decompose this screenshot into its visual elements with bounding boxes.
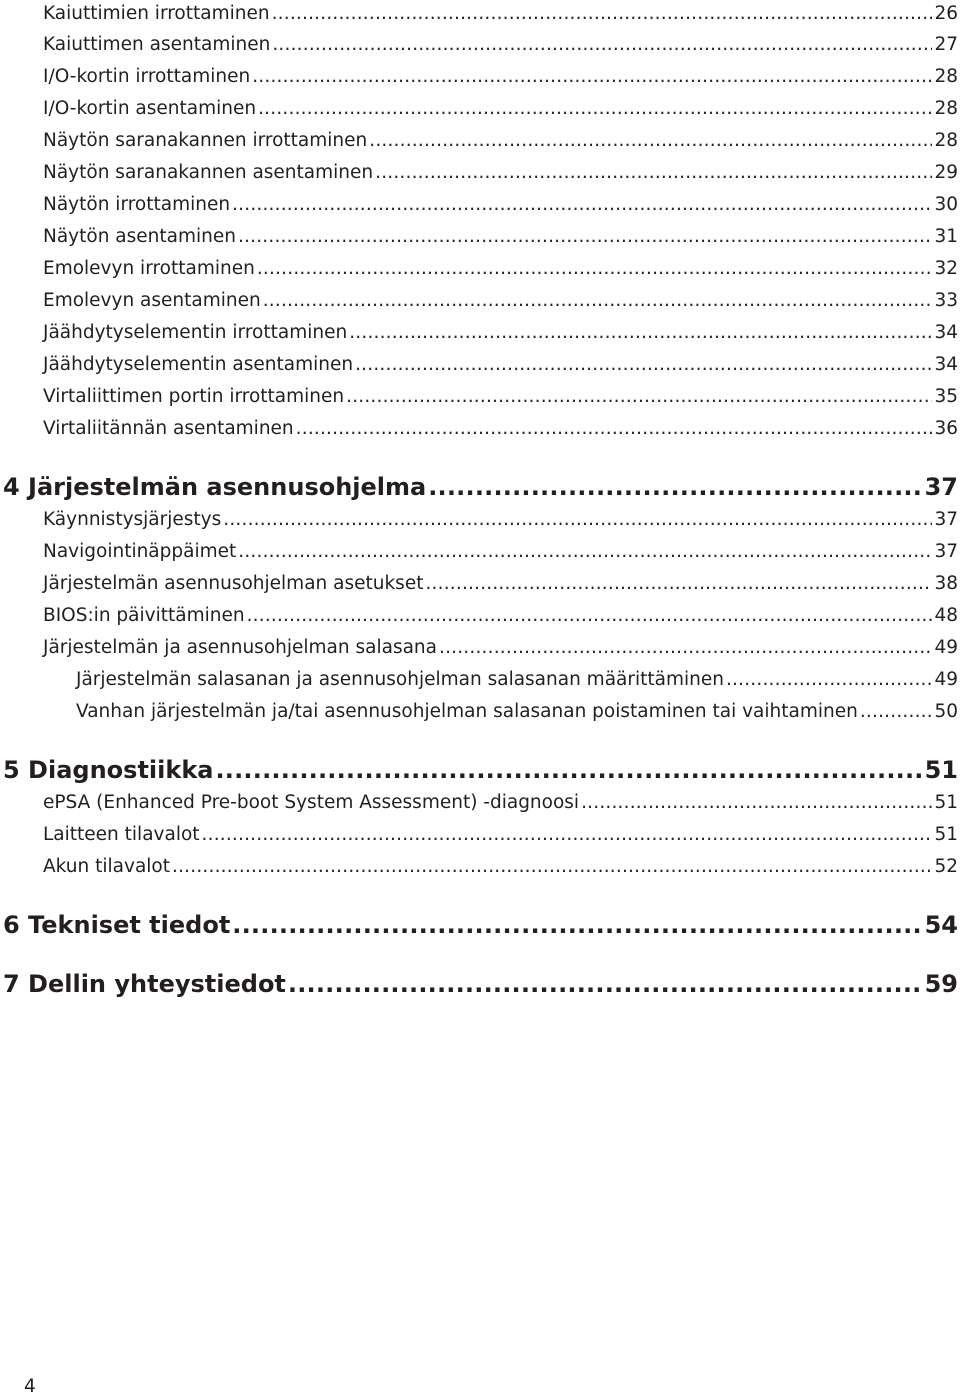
toc-entry-page: 33 (934, 290, 958, 311)
dot-leader (349, 320, 932, 346)
toc-entry[interactable] (43, 603, 958, 629)
toc-entry-page: 28 (934, 98, 958, 119)
toc-entry-title: Virtaliittimen portin irrottaminen (43, 386, 345, 407)
dot-leader (202, 822, 933, 848)
toc-entry[interactable] (43, 192, 958, 218)
toc-subentry-page: 49 (934, 669, 958, 690)
dot-leader (272, 32, 932, 58)
toc-subentry[interactable] (76, 699, 958, 725)
toc-subentry[interactable] (76, 667, 958, 693)
toc-entry[interactable] (43, 790, 958, 816)
toc-entry-title: Näytön irrottaminen (43, 194, 231, 215)
toc-entry[interactable] (43, 256, 958, 282)
toc-entry-page: 51 (934, 792, 958, 813)
dot-leader (232, 909, 922, 941)
toc-entry[interactable] (43, 352, 958, 378)
toc-entry-page: 27 (934, 34, 958, 55)
toc-entry-title: Laitteen tilavalot (43, 824, 200, 845)
toc-entry[interactable] (43, 160, 958, 186)
toc-entry-page: 26 (934, 3, 958, 24)
toc-chapter-title: 6 Tekniset tiedot (3, 911, 231, 939)
toc-entry-page: 30 (934, 194, 958, 215)
toc-entry[interactable] (43, 507, 958, 533)
dot-leader (425, 571, 932, 597)
toc-entry-title: I/O-kortin asentaminen (43, 98, 257, 119)
toc-entry-title: Käynnistysjärjestys (43, 509, 222, 530)
toc-entry[interactable] (43, 288, 958, 314)
toc-entry-title: Akun tilavalot (43, 856, 170, 877)
dot-leader (296, 416, 933, 442)
toc-entry-page: 49 (934, 637, 958, 658)
dot-leader (581, 790, 932, 816)
toc-entry-title: Emolevyn irrottaminen (43, 258, 255, 279)
toc-chapter-entry[interactable] (3, 909, 958, 941)
toc-entry-title: Emolevyn asentaminen (43, 290, 261, 311)
dot-leader (223, 507, 932, 533)
toc-entry[interactable] (43, 32, 958, 58)
page-number: 4 (24, 1376, 36, 1397)
toc-entry-page: 37 (934, 509, 958, 530)
toc-entry-title: ePSA (Enhanced Pre-boot System Assessment) -diagnoosi (43, 792, 580, 813)
toc-entry-page: 31 (934, 226, 958, 247)
toc-entry-title: Kaiuttimen asentaminen (43, 34, 271, 55)
toc-entry-page: 48 (934, 605, 958, 626)
toc-entry-page: 28 (934, 66, 958, 87)
dot-leader (369, 128, 932, 154)
dot-leader (428, 471, 922, 503)
toc-entry[interactable] (43, 64, 958, 90)
toc-subentry-title: Vanhan järjestelmän ja/tai asennusohjelman salasanan poistaminen tai vaihtaminen (76, 701, 858, 722)
toc-entry[interactable] (43, 416, 958, 442)
toc-chapter-title: 7 Dellin yhteystiedot (3, 970, 286, 998)
toc-chapter-entry[interactable] (3, 968, 958, 1000)
dot-leader (263, 288, 933, 314)
toc-entry-title: Näytön asentaminen (43, 226, 236, 247)
toc-entry-page: 34 (934, 322, 958, 343)
toc-chapter-page: 51 (924, 756, 958, 784)
toc-entry-page: 51 (934, 824, 958, 845)
toc-chapter-entry[interactable] (3, 471, 958, 503)
toc-entry[interactable] (43, 128, 958, 154)
toc-entry-title: Jäähdytyselementin asentaminen (43, 354, 354, 375)
toc-entry[interactable] (43, 96, 958, 122)
toc-chapter-entry[interactable] (3, 754, 958, 786)
dot-leader (238, 224, 932, 250)
toc-entry[interactable] (43, 635, 958, 661)
toc-entry-title: BIOS:in päivittäminen (43, 605, 245, 626)
toc-chapter-page: 37 (924, 473, 958, 501)
toc-entry[interactable] (43, 224, 958, 250)
dot-leader (252, 64, 932, 90)
toc-entry[interactable] (43, 320, 958, 346)
dot-leader (247, 603, 933, 629)
toc-entry-title: Järjestelmän ja asennusohjelman salasana (43, 637, 437, 658)
toc-entry-page: 29 (934, 162, 958, 183)
toc-entry-title: Näytön saranakannen asentaminen (43, 162, 374, 183)
toc-entry[interactable] (43, 384, 958, 410)
toc-entry-page: 28 (934, 130, 958, 151)
toc-entry-title: Kaiuttimien irrottaminen (43, 3, 270, 24)
dot-leader (232, 192, 932, 218)
toc-chapter-title: 5 Diagnostiikka (3, 756, 214, 784)
toc-entry[interactable] (43, 571, 958, 597)
dot-leader (355, 352, 932, 378)
toc-entry-page: 36 (934, 418, 958, 439)
dot-leader (172, 854, 932, 880)
toc-subentry-page: 50 (934, 701, 958, 722)
toc-subentry-title: Järjestelmän salasanan ja asennusohjelman salasanan määrittäminen (76, 669, 724, 690)
toc-entry-title: Järjestelmän asennusohjelman asetukset (43, 573, 424, 594)
toc-entry-page: 34 (934, 354, 958, 375)
toc-entry-title: I/O-kortin irrottaminen (43, 66, 251, 87)
toc-entry-title: Navigointinäppäimet (43, 541, 237, 562)
dot-leader (257, 256, 933, 282)
toc-entry-title: Jäähdytyselementin irrottaminen (43, 322, 348, 343)
toc-entry[interactable] (43, 539, 958, 565)
dot-leader (860, 699, 933, 725)
toc-chapter-page: 59 (924, 970, 958, 998)
toc-entry[interactable] (43, 822, 958, 848)
dot-leader (258, 96, 932, 122)
toc-entry-page: 52 (934, 856, 958, 877)
dot-leader (375, 160, 932, 186)
toc-entry-page: 37 (934, 541, 958, 562)
toc-chapter-page: 54 (924, 911, 958, 939)
dot-leader (215, 754, 922, 786)
toc-entry-page: 38 (934, 573, 958, 594)
dot-leader (346, 384, 932, 410)
toc-entry[interactable] (43, 854, 958, 880)
dot-leader (272, 1, 933, 27)
toc-entry[interactable] (43, 1, 958, 27)
toc-entry-title: Virtaliitännän asentaminen (43, 418, 294, 439)
toc-entry-title: Näytön saranakannen irrottaminen (43, 130, 368, 151)
toc-entry-page: 35 (934, 386, 958, 407)
dot-leader (439, 635, 932, 661)
dot-leader (238, 539, 932, 565)
dot-leader (726, 667, 932, 693)
toc-chapter-title: 4 Järjestelmän asennusohjelma (3, 473, 427, 501)
dot-leader (288, 968, 923, 1000)
toc-entry-page: 32 (934, 258, 958, 279)
